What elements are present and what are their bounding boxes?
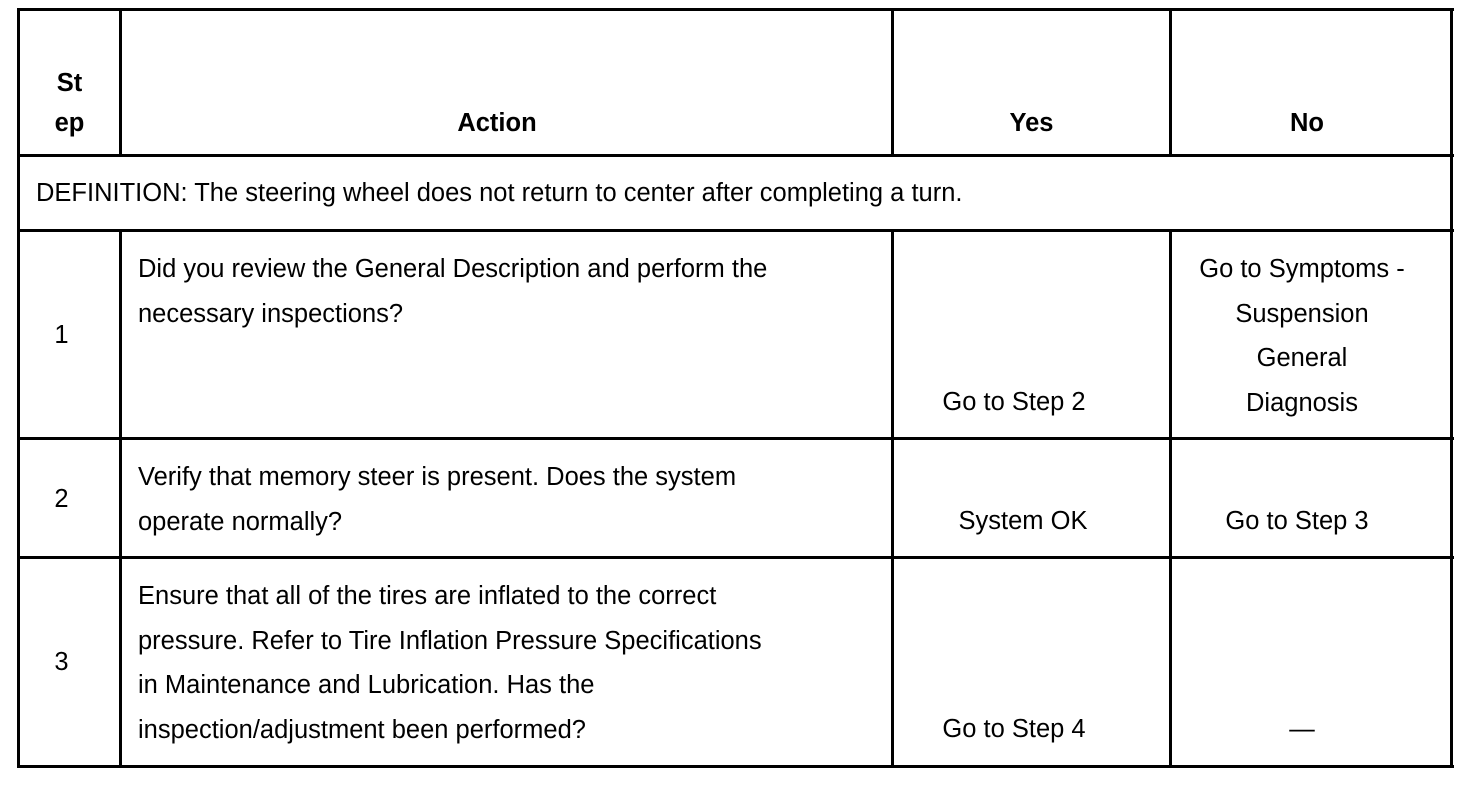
- table-border-top: [17, 8, 1454, 11]
- row-3-no: [1172, 707, 1432, 752]
- row-1-action: [138, 247, 878, 336]
- header-step: [20, 63, 119, 143]
- row-divider-1: [17, 437, 1454, 440]
- header-action: Action: [457, 109, 537, 137]
- row-1-no-line-1: Go to Symptoms -: [1199, 255, 1405, 283]
- row-2-yes: System OK: [958, 507, 1088, 535]
- row-1-no-line-3: General: [1256, 344, 1348, 372]
- row-1-action-line-2: necessary inspections?: [138, 299, 404, 328]
- table-border-bottom: [17, 765, 1454, 768]
- row-1-no: [1172, 247, 1432, 425]
- definition-divider: [17, 229, 1454, 232]
- row-3-action-line-2: pressure. Refer to Tire Inflation Pressure Specifications: [138, 626, 762, 655]
- header-step-line-1: St: [56, 69, 83, 97]
- row-3-no-dash: —: [1289, 715, 1315, 743]
- row-3-action-line-1: Ensure that all of the tires are inflated to the correct: [138, 582, 717, 610]
- row-1-no-line-2: Suspension: [1235, 299, 1369, 328]
- row-2-action-line-2: operate normally?: [138, 507, 343, 536]
- header-yes: Yes: [1009, 109, 1054, 137]
- header-divider: [17, 154, 1454, 157]
- definition-text: DEFINITION: The steering wheel does not return to center after completing a turn.: [36, 179, 963, 207]
- row-2-no: [1172, 499, 1422, 544]
- row-1-action-line-1: Did you review the General Description and perform the: [138, 255, 768, 283]
- row-2-no-line-1: Go to Step 3: [1225, 507, 1369, 535]
- col-divider-step: [119, 229, 122, 768]
- row-3-yes: Go to Step 4: [942, 715, 1086, 743]
- row-2-action: [138, 455, 878, 544]
- row-3-action-line-3: in Maintenance and Lubrication. Has the: [138, 671, 595, 699]
- row-divider-2: [17, 556, 1454, 559]
- row-1-step: 1: [54, 321, 69, 349]
- row-2-step: 2: [54, 485, 69, 513]
- header-step-line-2: ep: [54, 109, 85, 137]
- header-no: No: [1290, 109, 1324, 137]
- row-2-action-line-1: Verify that memory steer is present. Does the system: [138, 463, 737, 491]
- row-3-action-line-4: inspection/adjustment been performed?: [138, 715, 586, 744]
- row-3-action: [138, 574, 878, 752]
- table-border-right: [1450, 8, 1453, 768]
- row-1-yes: Go to Step 2: [942, 388, 1086, 416]
- row-1-no-line-4: Diagnosis: [1246, 388, 1358, 417]
- diagnostic-table: [17, 8, 1454, 768]
- row-3-step: 3: [54, 648, 69, 676]
